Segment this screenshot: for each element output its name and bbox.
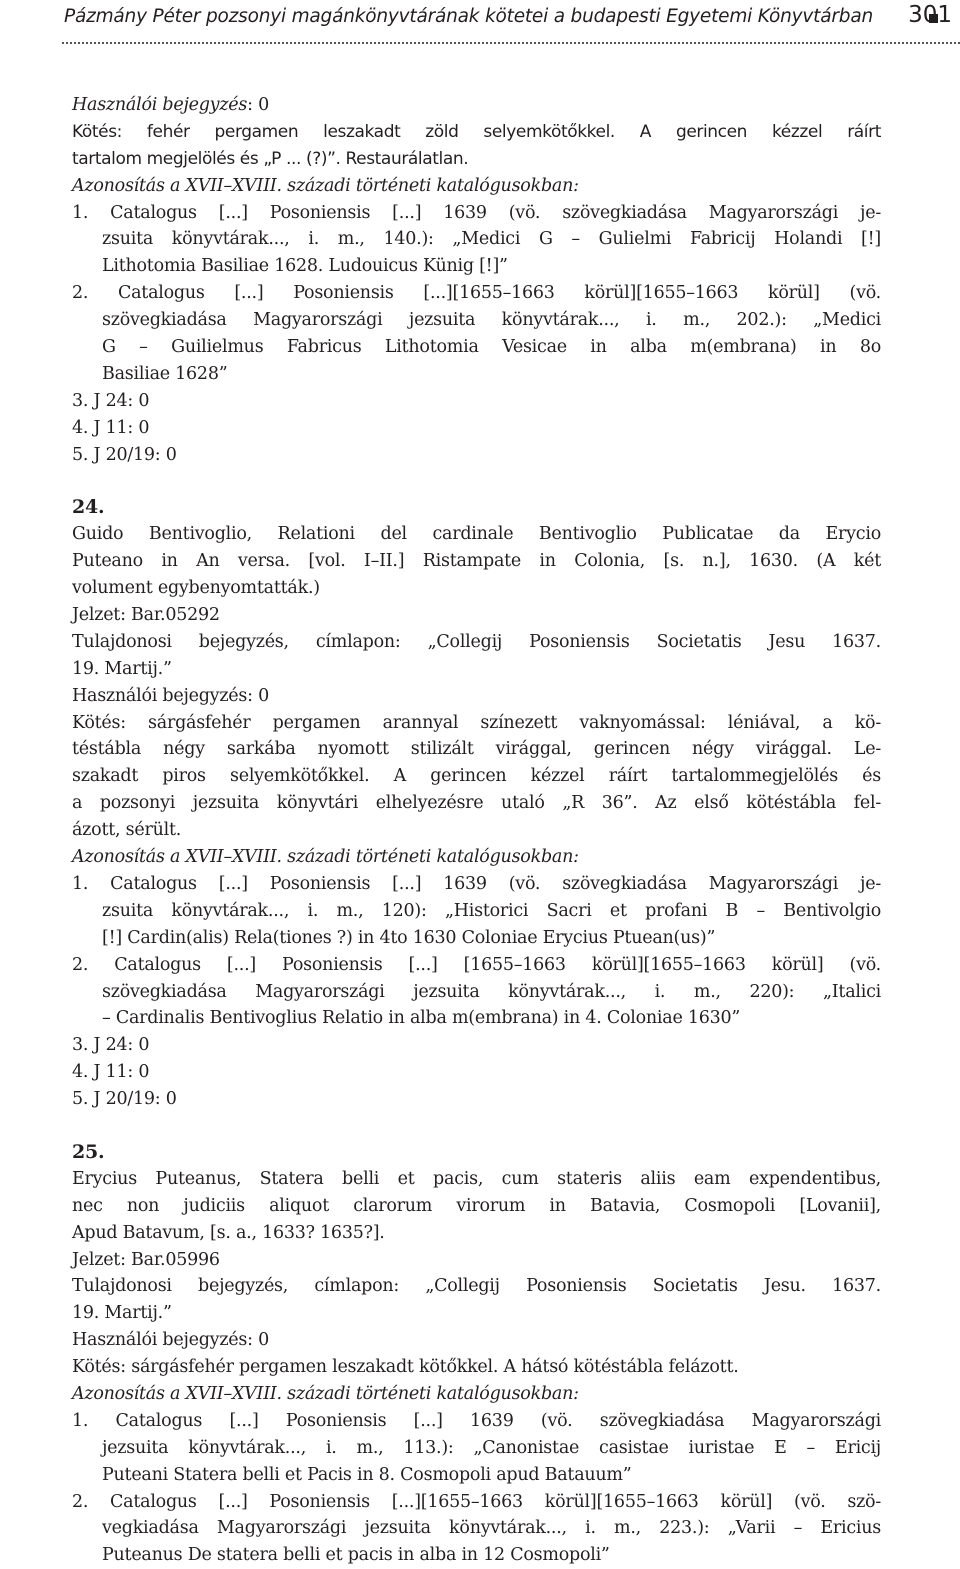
- catalog-item: 2. Catalogus [...] Posoniensis [...] [1655–1663 körül][1655–1663 körül] (vö.: [72, 954, 881, 975]
- owner-note-cont: 19. Martij.”: [72, 1303, 172, 1324]
- binding-line: téstábla négy sarkába nyomott stilizált virággal, gerincen négy virággal. Le-: [72, 739, 881, 760]
- bibliographic-line: volument egybenyomtatták.): [72, 578, 320, 599]
- catalog-item-cont: Lithotomia Basiliae 1628. Ludouicus Künig [!]”: [102, 256, 508, 277]
- catalog-item-cont: vegkiadása Magyarországi jezsuita könyvtárak..., i. m., 223.): „Varii – Ericius: [102, 1518, 881, 1539]
- entry-number: 24.: [72, 496, 105, 519]
- catalog-item-cont: Basiliae 1628”: [102, 363, 228, 384]
- catalog-item: 1. Catalogus [...] Posoniensis [...] 1639 (vö. szövegkiadása Magyarországi: [72, 1410, 881, 1431]
- catalog-item-cont: – Cardinalis Bentivoglius Relatio in alba m(embrana) in 4. Coloniae 1630”: [102, 1008, 741, 1029]
- catalog-item: 1. Catalogus [...] Posoniensis [...] 1639 (vö. szövegkiadása Magyarországi je-: [72, 202, 881, 223]
- owner-note: Tulajdonosi bejegyzés, címlapon: „Collegij Posoniensis Societatis Jesu. 1637.: [72, 1276, 881, 1297]
- bibliographic-line: Apud Batavum, [s. a., 1633? 1635?].: [72, 1222, 385, 1243]
- binding-line: tartalom megjelölés és „P ... (?)”. Restaurálatlan.: [72, 148, 469, 169]
- binding-line: ázott, sérült.: [72, 820, 182, 841]
- catalog-item-cont: Puteani Statera belli et Pacis in 8. Cosmopoli apud Batauum”: [102, 1464, 632, 1485]
- catalog-item-cont: zsuita könyvtárak..., i. m., 140.): „Medici G – Gulielmi Fabricij Holandi [!]: [102, 229, 881, 250]
- bibliographic-line: nec non judiciis aliquot clarorum virorum in Batavia, Cosmopoli [Lovanii],: [72, 1195, 881, 1216]
- owner-note-cont: 19. Martij.”: [72, 658, 172, 679]
- page-body: [72, 92, 881, 1569]
- user-note-label: Használói bejegyzés: [72, 95, 248, 115]
- catalog-item-cont: szövegkiadása Magyarországi jezsuita könyvtárak..., i. m., 220): „Italici: [102, 981, 881, 1002]
- bibliographic-line: Erycius Puteanus, Statera belli et pacis, cum stateris aliis eam expendentibus,: [72, 1168, 881, 1189]
- page-number: 301: [908, 2, 952, 28]
- owner-note: Tulajdonosi bejegyzés, címlapon: „Collegij Posoniensis Societatis Jesu 1637.: [72, 631, 881, 652]
- catalog-item-cont: zsuita könyvtárak..., i. m., 120): „Historici Sacri et profani B – Bentivolgio: [102, 900, 881, 921]
- binding-line: szakadt piros selyemkötőkkel. A gerincen kézzel ráírt tartalommegjelölés és: [72, 766, 881, 787]
- catalog-item: 2. Catalogus [...] Posoniensis [...][1655–1663 körül][1655–1663 körül] (vö. szö-: [72, 1491, 881, 1512]
- catalog-item-cont: [!] Cardin(alis) Rela(tiones ?) in 4to 1630 Coloniae Erycius Ptuean(us)”: [102, 927, 716, 948]
- entry-25: [72, 1139, 881, 1569]
- binding-line: Kötés: fehér pergamen leszakadt zöld selyemkötőkkel. A gerincen kézzel ráírt: [72, 121, 881, 142]
- catalog-item: 5. J 20/19: 0: [72, 444, 177, 465]
- entry-24: [72, 494, 881, 1112]
- shelfmark: Jelzet: Bar.05996: [72, 1249, 220, 1270]
- catalog-item: 4. J 11: 0: [72, 1062, 150, 1083]
- identification-heading: Azonosítás a XVII–XVIII. századi történeti katalógusokban:: [72, 175, 579, 196]
- catalog-item: 3. J 24: 0: [72, 390, 150, 411]
- running-title: Pázmány Péter pozsonyi magánkönyvtárának kötetei a budapesti Egyetemi Könyvtárban: [64, 6, 873, 27]
- bibliographic-line: Puteano in An versa. [vol. I–II.] Ristampate in Colonia, [s. n.], 1630. (A két: [72, 551, 881, 572]
- shelfmark: Jelzet: Bar.05292: [72, 605, 220, 626]
- catalog-item: 2. Catalogus [...] Posoniensis [...][1655–1663 körül][1655–1663 körül] (vö.: [72, 283, 881, 304]
- catalog-item-cont: Puteanus De statera belli et pacis in alba in 12 Cosmopoli”: [102, 1545, 610, 1566]
- binding-line: Kötés: sárgásfehér pergamen leszakadt kötőkkel. A hátsó kötéstábla felázott.: [72, 1357, 739, 1378]
- binding-line: Kötés: sárgásfehér pergamen arannyal színezett vaknyomással: léniával, a kö-: [72, 712, 881, 733]
- user-note: Használói bejegyzés: 0: [72, 685, 269, 706]
- catalog-item-cont: jezsuita könyvtárak..., i. m., 113.): „Canonistae casistae iuristae E – Ericij: [102, 1437, 881, 1458]
- catalog-item: 4. J 11: 0: [72, 417, 150, 438]
- catalog-item: 1. Catalogus [...] Posoniensis [...] 1639 (vö. szövegkiadása Magyarországi je-: [72, 873, 881, 894]
- identification-heading: Azonosítás a XVII–XVIII. századi történeti katalógusokban:: [72, 1383, 579, 1404]
- running-header: [62, 0, 960, 44]
- bibliographic-line: Guido Bentivoglio, Relationi del cardinale Bentivoglio Publicatae da Erycio: [72, 524, 881, 545]
- catalog-item-cont: G – Guilielmus Fabricus Lithotomia Vesicae in alba m(embrana) in 8o: [102, 337, 881, 358]
- identification-heading: Azonosítás a XVII–XVIII. századi történeti katalógusokban:: [72, 847, 579, 868]
- binding-line: a pozsonyi jezsuita könyvtári elhelyezésre utaló „R 36”. Az első kötéstábla fel-: [72, 793, 881, 814]
- catalog-item-cont: szövegkiadása Magyarországi jezsuita könyvtárak..., i. m., 202.): „Medici: [102, 310, 881, 331]
- catalog-item: 3. J 24: 0: [72, 1035, 150, 1056]
- entry-number: 25.: [72, 1140, 105, 1163]
- catalog-item: 5. J 20/19: 0: [72, 1089, 177, 1110]
- user-note: Használói bejegyzés: 0: [72, 1330, 269, 1351]
- user-note-line: Használói bejegyzés: 0: [72, 95, 269, 115]
- entry-23-continued: [72, 92, 881, 468]
